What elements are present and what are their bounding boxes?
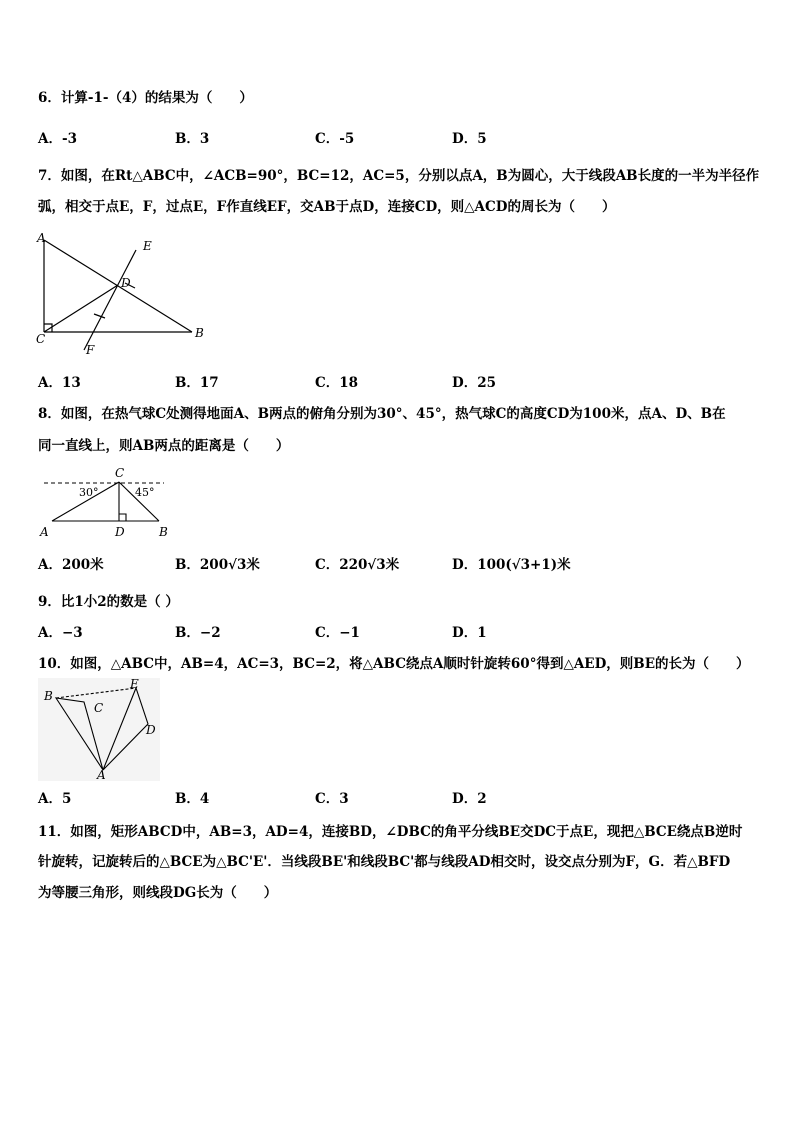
label-d: D <box>146 723 156 737</box>
q7-option-b: B．17 <box>175 375 219 391</box>
q9-option-a: A．−3 <box>38 625 83 641</box>
label-a: A <box>97 768 106 781</box>
label-d: D <box>121 276 131 290</box>
line-ef <box>84 250 136 350</box>
q7-option-a: A．13 <box>38 375 81 391</box>
label-c: C <box>36 332 46 346</box>
question-10-stem: 10．如图，△ABC中，AB=4，AC=3，BC=2，将△ABC绕点A顺时针旋转60°得到△AED，则BE的长为（ ） <box>38 656 750 672</box>
q7-option-d: D．25 <box>452 375 496 391</box>
q10-option-c: C．3 <box>315 791 349 807</box>
question-8-stem-line1: 8．如图，在热气球C处测得地面A、B两点的俯角分别为30°、45°，热气球C的高度CD为100米，点A、D、B在 <box>38 406 726 422</box>
q6-option-a: A．-3 <box>38 131 77 147</box>
angle-30: 30° <box>79 486 99 499</box>
question-6-stem: 6．计算-1-（4）的结果为（ ） <box>38 90 253 106</box>
q9-option-b: B．−2 <box>175 625 221 641</box>
q6-option-d: D．5 <box>452 131 487 147</box>
figure-background <box>38 678 160 781</box>
figure-q7-triangle <box>32 232 212 357</box>
q8-option-c: C．220√3米 <box>315 557 400 573</box>
question-7-stem-line2: 弧，相交于点E，F，过点E，F作直线EF，交AB于点D，连接CD，则△ACD的周长为（ ） <box>38 199 616 215</box>
q6-option-b: B．3 <box>175 131 210 147</box>
label-e: E <box>130 678 139 691</box>
q10-option-b: B．4 <box>175 791 210 807</box>
q6-option-c: C．-5 <box>315 131 355 147</box>
q8-option-b: B．200√3米 <box>175 557 260 573</box>
question-7-stem-line1: 7．如图，在Rt△ABC中，∠ACB=90°，BC=12，AC=5，分别以点A，B为圆心，大于线段AB长度的一半为半径作 <box>38 168 760 184</box>
figure-q8-balloon <box>34 466 184 542</box>
label-c: C <box>94 701 104 715</box>
question-8-stem-line2: 同一直线上，则AB两点的距离是（ ） <box>38 438 290 454</box>
label-f: F <box>86 343 95 357</box>
q9-option-c: C．−1 <box>315 625 360 641</box>
label-a: A <box>40 525 49 539</box>
question-9-stem: 9．比1小2的数是（ ） <box>38 594 179 610</box>
arc-mark-f <box>94 314 105 318</box>
figure-q10-rotation <box>38 678 160 781</box>
label-b: B <box>159 525 168 539</box>
q8-option-d: D．100(√3+1)米 <box>452 557 571 573</box>
label-e: E <box>143 239 152 253</box>
label-d: D <box>115 525 125 539</box>
q7-option-c: C．18 <box>315 375 359 391</box>
label-c: C <box>115 466 125 480</box>
label-b: B <box>44 689 53 703</box>
q10-option-a: A．5 <box>38 791 72 807</box>
question-11-stem-line2: 针旋转，记旋转后的△BCE为△BC'E'．当线段BE'和线段BC'都与线段AD相交时，设交点分别为F，G．若△BFD <box>38 854 731 870</box>
q8-option-a: A．200米 <box>38 557 104 573</box>
q10-option-d: D．2 <box>452 791 487 807</box>
segment-cd <box>44 285 118 332</box>
right-angle-mark <box>119 514 126 521</box>
q9-option-d: D．1 <box>452 625 487 641</box>
label-a: A <box>37 232 46 245</box>
question-11-stem-line1: 11．如图，矩形ABCD中，AB=3，AD=4，连接BD，∠DBC的角平分线BE交DC于点E，现把△BCE绕点B逆时 <box>38 824 743 840</box>
angle-45: 45° <box>135 486 155 499</box>
question-11-stem-line3: 为等腰三角形，则线段DG长为（ ） <box>38 885 278 901</box>
label-b: B <box>195 326 204 340</box>
